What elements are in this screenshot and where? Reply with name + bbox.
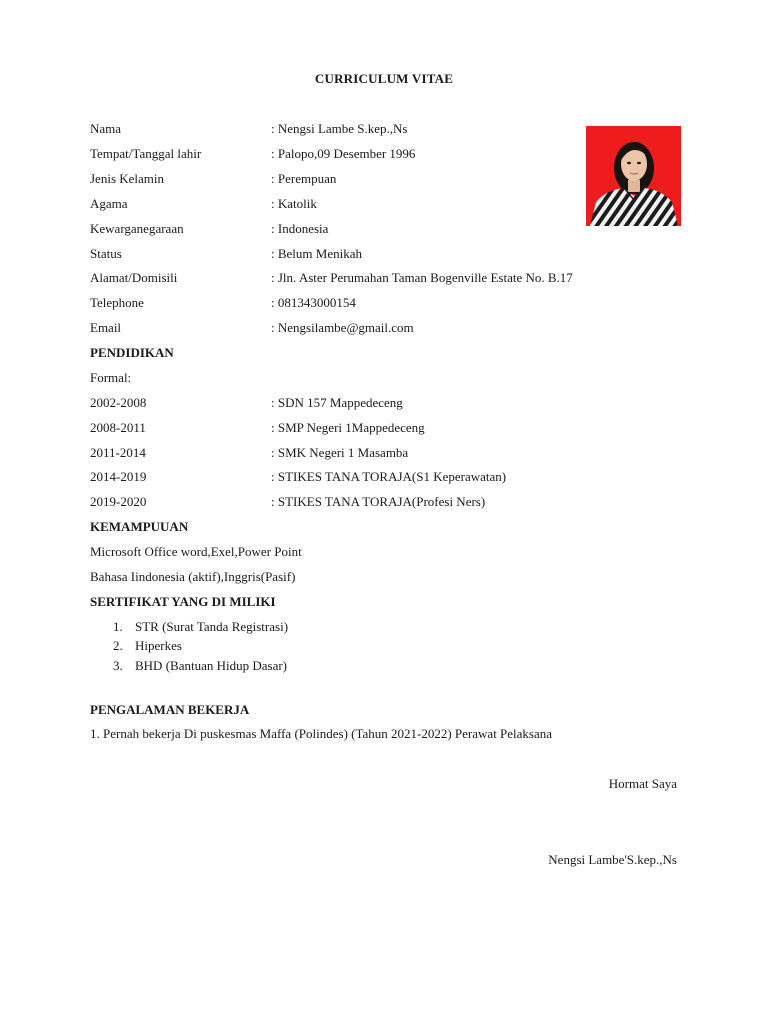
- experience-item: 1. Pernah bekerja Di puskesmas Maffa (Polindes) (Tahun 2021-2022) Perawat Pelaksana: [90, 726, 553, 741]
- info-value: : Nengsi Lambe S.kep.,Ns: [271, 121, 408, 136]
- info-value: : 081343000154: [271, 295, 356, 310]
- info-value: : Jln. Aster Perumahan Taman Bogenville Estate No. B.17: [271, 270, 573, 285]
- education-years: 2002-2008: [90, 395, 147, 410]
- education-formal-label: Formal:: [90, 370, 132, 385]
- education-years: 2011-2014: [90, 445, 146, 460]
- info-value: : Katolik: [271, 196, 317, 211]
- info-label: Tempat/Tanggal lahir: [90, 146, 202, 161]
- skills-heading: KEMAMPUUAN: [90, 519, 189, 534]
- education-years: 2019-2020: [90, 494, 147, 509]
- certificate-text: BHD (Bantuan Hidup Dasar): [135, 658, 287, 673]
- skill-item: Bahasa Iindonesia (aktif),Inggris(Pasif): [90, 569, 296, 584]
- list-number: 3.: [113, 658, 123, 673]
- info-row-email: [90, 320, 690, 338]
- skill-item: Microsoft Office word,Exel,Power Point: [90, 544, 302, 559]
- list-number: 1.: [113, 619, 123, 634]
- info-value: : Nengsilambe@gmail.com: [271, 320, 414, 335]
- profile-photo: [586, 126, 681, 226]
- education-school: : SMK Negeri 1 Masamba: [271, 445, 409, 460]
- certificate-text: STR (Surat Tanda Registrasi): [135, 619, 289, 634]
- info-label: Jenis Kelamin: [90, 171, 165, 186]
- info-label: Alamat/Domisili: [90, 270, 178, 285]
- document-title: CURRICULUM VITAE: [314, 71, 454, 86]
- experience-heading: PENGALAMAN BEKERJA: [90, 702, 250, 717]
- info-label: Status: [90, 246, 122, 261]
- signature-name: Nengsi Lambe'S.kep.,Ns: [548, 852, 677, 867]
- list-number: 2.: [113, 638, 123, 653]
- info-value: : Palopo,09 Desember 1996: [271, 146, 416, 161]
- education-years: 2008-2011: [90, 420, 146, 435]
- education-school: : SMP Negeri 1Mappedeceng: [271, 420, 425, 435]
- education-school: : SDN 157 Mappedeceng: [271, 395, 403, 410]
- education-row: [90, 469, 690, 487]
- info-value: : Perempuan: [271, 171, 337, 186]
- info-label: Kewarganegaraan: [90, 221, 184, 236]
- info-row-status: [90, 246, 690, 264]
- info-label: Email: [90, 320, 122, 335]
- education-row: [90, 494, 690, 512]
- info-row-address: [90, 270, 690, 288]
- info-label: Nama: [90, 121, 122, 136]
- info-label: Agama: [90, 196, 128, 211]
- closing-text: Hormat Saya: [608, 776, 677, 791]
- info-row-telephone: [90, 295, 690, 313]
- certificate-text: Hiperkes: [135, 638, 182, 653]
- education-heading: PENDIDIKAN: [90, 345, 174, 360]
- education-row: [90, 395, 690, 413]
- info-value: : Belum Menikah: [271, 246, 362, 261]
- info-value: : Indonesia: [271, 221, 329, 236]
- info-label: Telephone: [90, 295, 144, 310]
- education-years: 2014-2019: [90, 469, 147, 484]
- portrait-image: [586, 126, 681, 226]
- education-school: : STIKES TANA TORAJA(S1 Keperawatan): [271, 469, 507, 484]
- education-row: [90, 420, 690, 438]
- education-school: : STIKES TANA TORAJA(Profesi Ners): [271, 494, 486, 509]
- education-row: [90, 445, 690, 463]
- certificates-heading: SERTIFIKAT YANG DI MILIKI: [90, 594, 276, 609]
